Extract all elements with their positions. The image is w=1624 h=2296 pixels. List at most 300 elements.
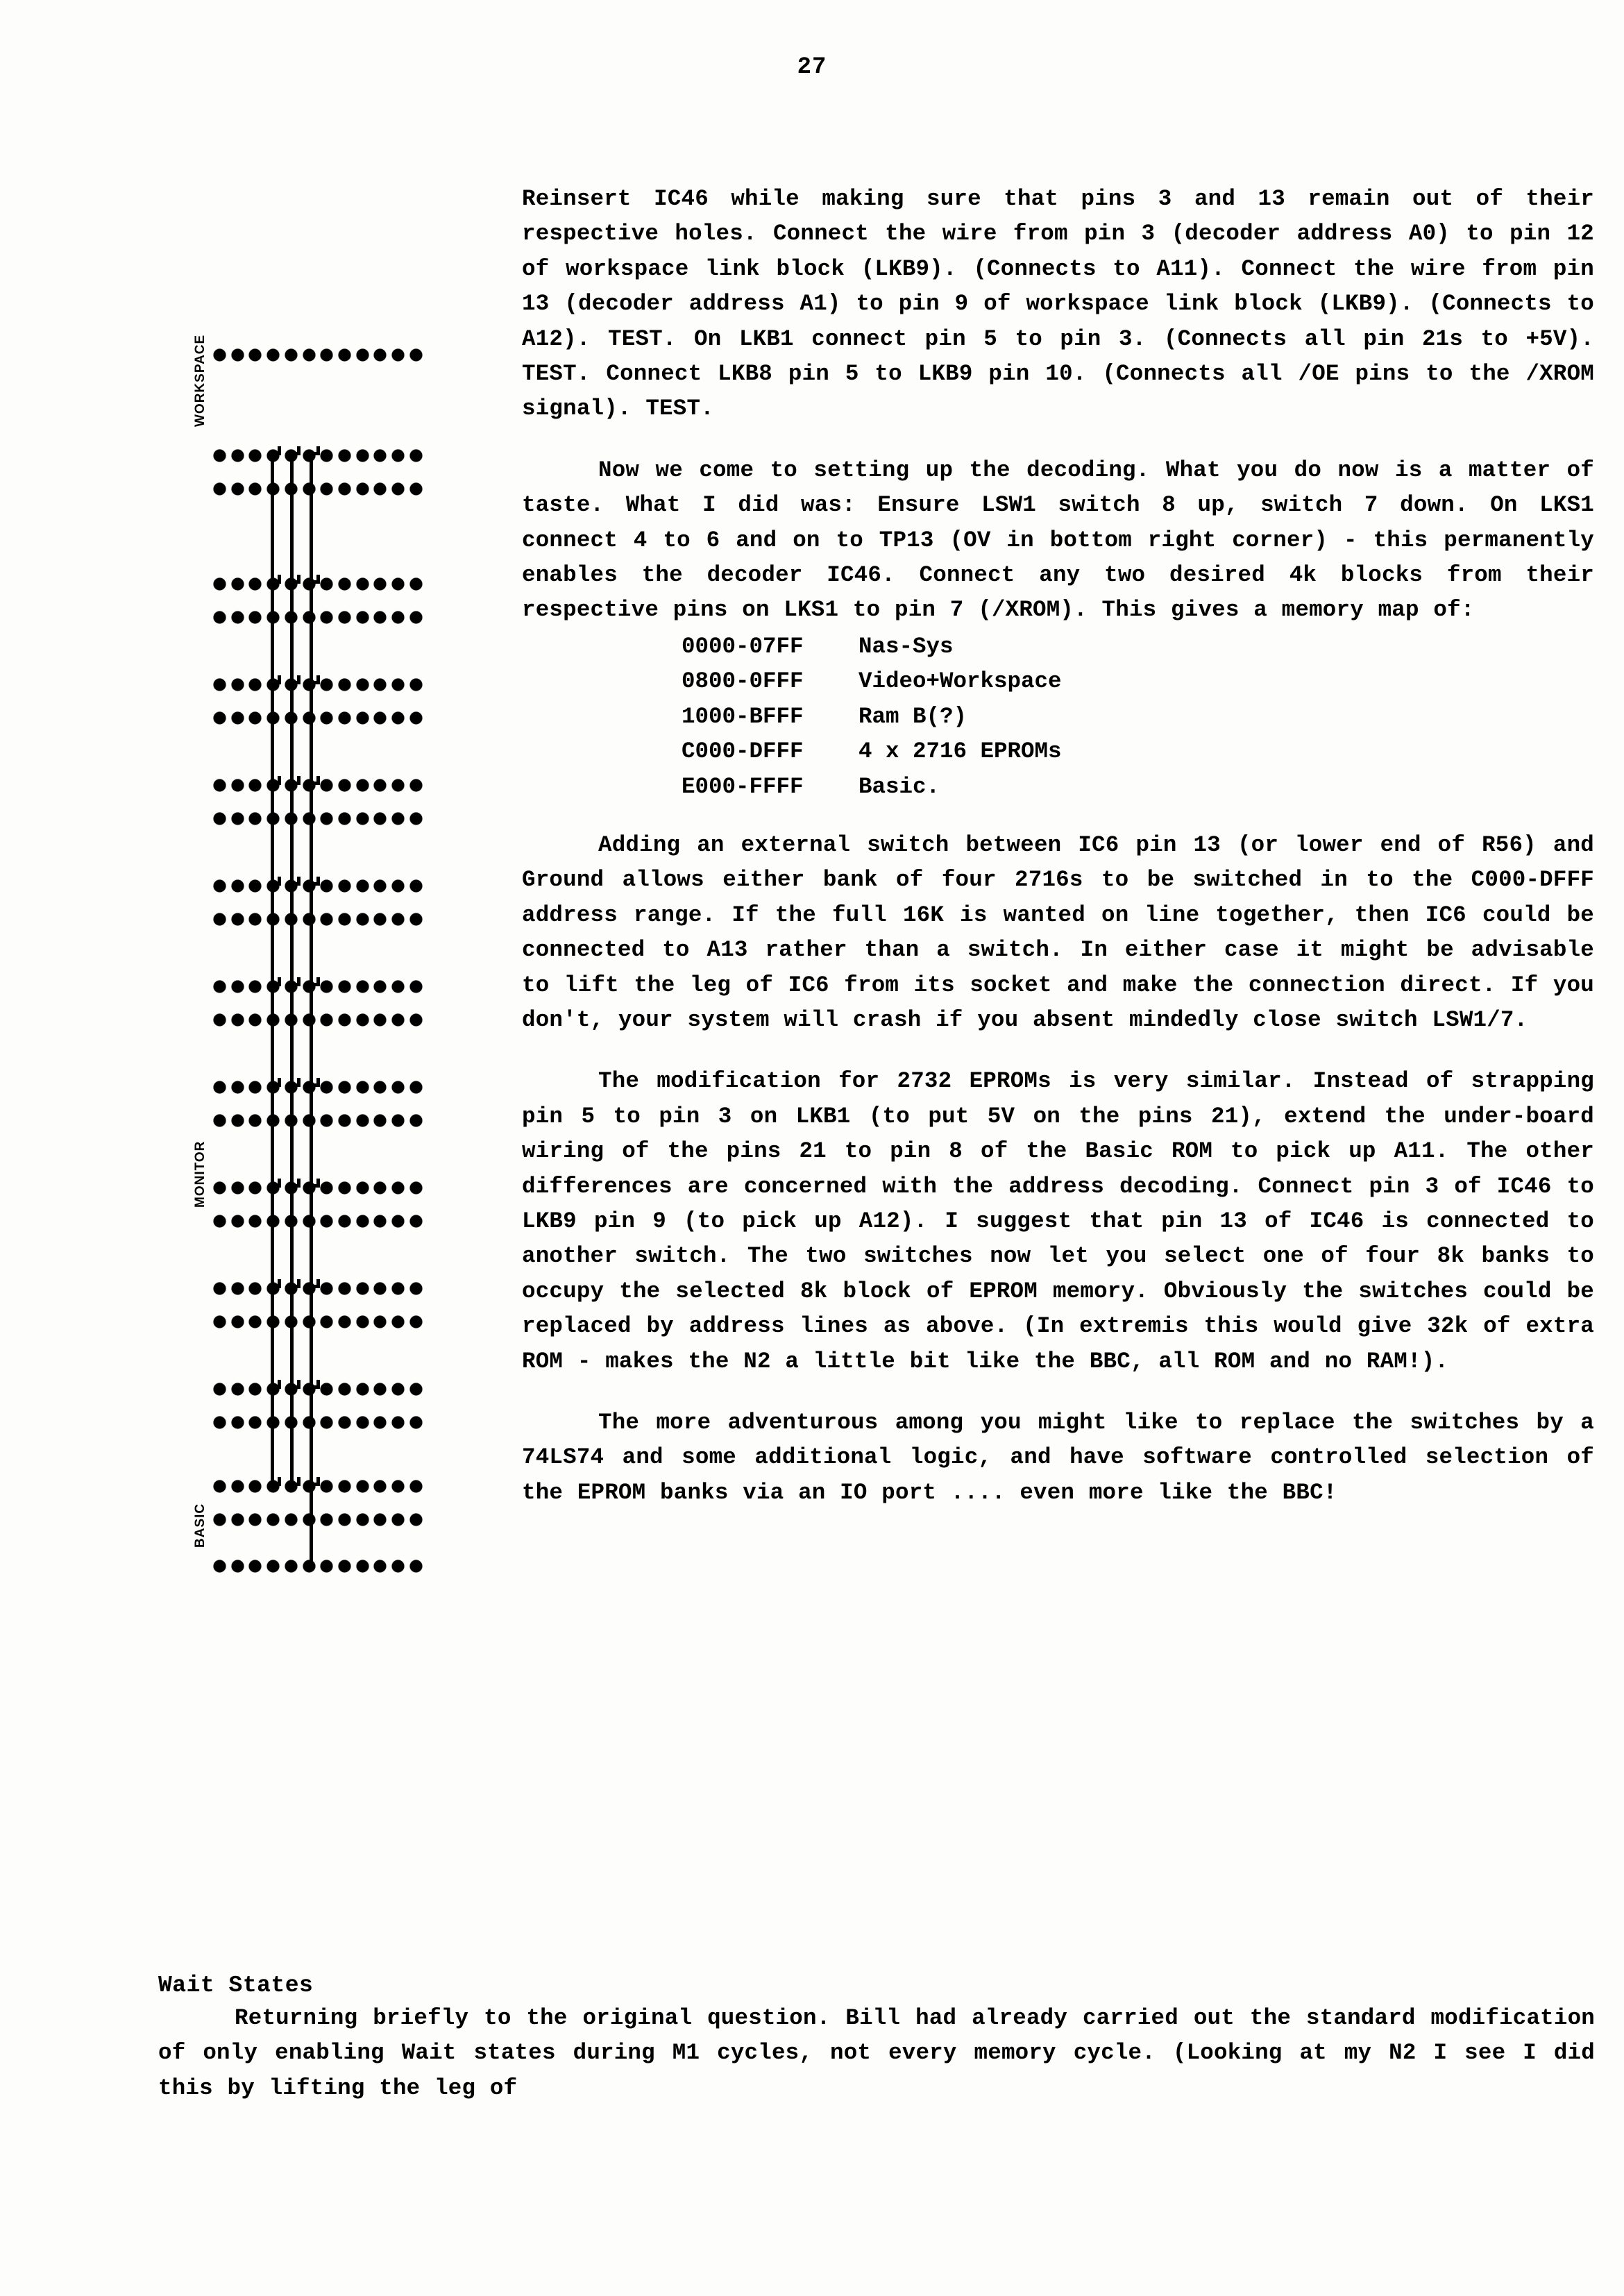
socket-pin [267, 349, 279, 361]
memory-map-description: Video+Workspace [858, 668, 1062, 695]
bus-wire-1 [271, 453, 274, 1487]
socket-pin [357, 1560, 369, 1572]
socket-pin [339, 1316, 350, 1328]
chip-label-monitor: MONITOR [193, 1140, 208, 1208]
socket-pin [410, 712, 422, 724]
socket-pin [214, 1283, 226, 1294]
paragraph-decoding-setup: Now we come to setting up the decoding. What you do now is a matter of taste. What I did was: Ensure LSW1 switch 8 up, switch 7 down. On LKS1 connect 4 to 6 and on to TP13 (OV in bottom right corner) - this permanently enables the decoder IC46. Connect any two desired 4k blocks from their respective pins on LKS1 to pin 7 (/XROM). This gives a memory map of: [522, 457, 1594, 623]
wire-pad-stub [316, 575, 320, 583]
paragraph-2732-modification: The modification for 2732 EPROMs is very similar. Instead of strapping pin 5 to pin 3 on LKB1 (to put 5V on the pins 21), extend the under-board wiring of the pins 21 to pin 8 of the Basic ROM to pick up A11. The other differences are concerned with the address decoding. Connect pin 3 of IC46 to LKB9 pin 9 (to pick up A12). I suggest that pin 13 of IC46 is connected to another switch. The two switches now let you select one of four 8k banks to occupy the selected 8k block of EPROM memory. Obviously the switches could be replaced by address lines as above. (In extremis this would give 32k of extra ROM - makes the N2 a little bit like the BBC, all ROM and no RAM!). [522, 1068, 1594, 1374]
socket-pin [392, 1014, 404, 1026]
socket-pin [357, 779, 369, 791]
socket-pin [249, 611, 261, 623]
socket-pin [249, 1480, 261, 1492]
socket-pin [232, 1316, 244, 1328]
socket-pin [392, 611, 404, 623]
socket-pin [249, 1215, 261, 1227]
wire-pad-stub [316, 1078, 320, 1086]
socket-pin [321, 1215, 332, 1227]
socket-pin [267, 1514, 279, 1526]
socket-pin [374, 1081, 386, 1093]
socket-pin [339, 1560, 350, 1572]
socket-pin [249, 679, 261, 691]
socket-pin [339, 712, 350, 724]
memory-map-range: C000-DFFF [682, 738, 804, 765]
wire-pad-stub [316, 1179, 320, 1187]
socket-pin [249, 578, 261, 590]
socket-pin [214, 679, 226, 691]
socket-pin [303, 349, 315, 361]
memory-map-range: E000-FFFF [682, 773, 804, 800]
socket-pin [357, 1480, 369, 1492]
wire-pad-stub [278, 776, 281, 784]
memory-map-description: 4 x 2716 EPROMs [858, 738, 1062, 765]
socket-pin [232, 1417, 244, 1428]
memory-map-table [522, 630, 1594, 804]
socket-pin [214, 1480, 226, 1492]
socket-pin [392, 1081, 404, 1093]
socket-pin [339, 1115, 350, 1126]
socket-pin [339, 450, 350, 462]
socket-pin [410, 1182, 422, 1194]
socket-pin [410, 1514, 422, 1526]
socket-pin [214, 1081, 226, 1093]
socket-pin [232, 1480, 244, 1492]
wire-pad-stub [297, 1078, 301, 1086]
socket-pin [357, 1316, 369, 1328]
socket-pin [321, 1560, 332, 1572]
socket-pin [214, 813, 226, 825]
memory-map-range: 0000-07FF [682, 633, 804, 659]
socket-pin [374, 880, 386, 892]
wait-states-heading: Wait States [158, 1973, 314, 1998]
socket-pin [285, 1560, 297, 1572]
socket-pin [357, 1417, 369, 1428]
socket-pin [339, 1480, 350, 1492]
socket-pin-row [214, 347, 422, 362]
wire-pad-stub [316, 675, 320, 684]
socket-pin [214, 712, 226, 724]
socket-pin [321, 981, 332, 993]
socket-pin [232, 578, 244, 590]
socket-pin [232, 981, 244, 993]
socket-pin [285, 349, 297, 361]
socket-pin [357, 483, 369, 495]
socket-pin [321, 712, 332, 724]
socket-pin [249, 1514, 261, 1526]
socket-pin [321, 913, 332, 925]
socket-pin [357, 1115, 369, 1126]
socket-pin [339, 1383, 350, 1395]
socket-pin [392, 1215, 404, 1227]
socket-pin [410, 779, 422, 791]
socket-pin [410, 679, 422, 691]
socket-pin [410, 450, 422, 462]
socket-pin [214, 1115, 226, 1126]
socket-pin [374, 1014, 386, 1026]
socket-pin [214, 779, 226, 791]
socket-pin-row [214, 710, 422, 725]
wire-pad-stub [297, 776, 301, 784]
socket-pin [339, 779, 350, 791]
socket-pin [321, 450, 332, 462]
socket-pin [232, 1514, 244, 1526]
socket-pin-row [214, 481, 422, 496]
wire-pad-stub [297, 1477, 301, 1485]
socket-pin [357, 611, 369, 623]
socket-pin [321, 1081, 332, 1093]
socket-pin [214, 611, 226, 623]
socket-pin-row [214, 811, 422, 826]
wire-pad-stub [316, 977, 320, 986]
socket-pin [392, 450, 404, 462]
bus-wire-3 [310, 453, 313, 1569]
socket-pin [214, 1215, 226, 1227]
socket-pin [357, 813, 369, 825]
memory-map-row [682, 770, 1594, 804]
socket-pin [374, 1215, 386, 1227]
memory-map-description: Ram B(?) [858, 703, 967, 729]
socket-pin [392, 779, 404, 791]
socket-pin [249, 712, 261, 724]
socket-pin [392, 679, 404, 691]
socket-pin [214, 880, 226, 892]
socket-pin [249, 981, 261, 993]
socket-pin [214, 913, 226, 925]
socket-pin [374, 813, 386, 825]
socket-pin [392, 1383, 404, 1395]
wire-pad-stub [316, 877, 320, 885]
socket-pin [249, 779, 261, 791]
socket-pin [339, 578, 350, 590]
socket-pin [357, 913, 369, 925]
socket-pin [339, 1417, 350, 1428]
socket-pin [392, 880, 404, 892]
socket-pin [249, 913, 261, 925]
memory-map-row [682, 630, 1594, 664]
socket-pin [321, 483, 332, 495]
socket-pin [410, 880, 422, 892]
socket-pin [374, 981, 386, 993]
socket-pin [232, 1383, 244, 1395]
socket-pin [321, 1283, 332, 1294]
socket-pin [249, 483, 261, 495]
socket-pin [374, 712, 386, 724]
socket-pin [339, 913, 350, 925]
socket-pin [392, 1560, 404, 1572]
socket-pin [374, 679, 386, 691]
socket-pin [392, 813, 404, 825]
socket-pin [339, 349, 350, 361]
socket-pin [321, 779, 332, 791]
socket-pin-row [214, 1415, 422, 1430]
socket-pin [232, 1215, 244, 1227]
socket-pin [374, 1560, 386, 1572]
socket-pin [357, 880, 369, 892]
socket-pin [392, 1480, 404, 1492]
socket-pin [232, 779, 244, 791]
socket-pin-row [214, 1213, 422, 1229]
socket-pin [232, 483, 244, 495]
socket-pin [249, 880, 261, 892]
socket-pin [374, 483, 386, 495]
socket-pin [232, 813, 244, 825]
socket-pin [214, 1316, 226, 1328]
socket-pin-row [214, 1012, 422, 1027]
wire-pad-stub [316, 1477, 320, 1485]
socket-pin [410, 1316, 422, 1328]
socket-pin [232, 450, 244, 462]
socket-pin [410, 1215, 422, 1227]
socket-pin [392, 913, 404, 925]
socket-pin [374, 1182, 386, 1194]
socket-pin [232, 679, 244, 691]
memory-map-range: 1000-BFFF [682, 703, 804, 729]
socket-pin [392, 712, 404, 724]
socket-pin [339, 1081, 350, 1093]
socket-pin [214, 1182, 226, 1194]
socket-pin [321, 1115, 332, 1126]
socket-pin [232, 1014, 244, 1026]
socket-pin [214, 1383, 226, 1395]
ic-socket-wiring-diagram [174, 298, 465, 1964]
socket-pin [321, 1182, 332, 1194]
socket-pin [410, 1014, 422, 1026]
socket-pin [267, 1560, 279, 1572]
socket-pin [410, 1480, 422, 1492]
memory-map-row [682, 734, 1594, 769]
socket-pin [249, 1283, 261, 1294]
socket-pin [232, 712, 244, 724]
socket-pin [249, 1081, 261, 1093]
socket-pin [232, 1115, 244, 1126]
wire-pad-stub [297, 575, 301, 583]
socket-pin [321, 1316, 332, 1328]
socket-pin [357, 1383, 369, 1395]
socket-pin [321, 813, 332, 825]
socket-pin-row [214, 609, 422, 625]
socket-pin [357, 450, 369, 462]
page-number: 27 [797, 54, 827, 81]
socket-pin [339, 679, 350, 691]
socket-pin [339, 1182, 350, 1194]
socket-pin [249, 349, 261, 361]
socket-pin [232, 1182, 244, 1194]
socket-pin [232, 611, 244, 623]
paragraph-reinsert-ic46: Reinsert IC46 while making sure that pins 3 and 13 remain out of their respective holes. Connect the wire from pin 3 (decoder address A0) to pin 12 of workspace link block (LKB9). (Connects to A11). Connect the wire from pin 13 (decoder address A1) to pin 9 of workspace link block (LKB9). (Connects to A12). TEST. On LKB1 connect pin 5 to pin 3. (Connects all pin 21s to +5V). TEST. Connect LKB8 pin 5 to LKB9 pin 10. (Connects all /OE pins to the /XROM signal). TEST. [522, 186, 1594, 422]
wire-pad-stub [278, 1078, 281, 1086]
socket-pin [357, 1182, 369, 1194]
socket-pin [357, 349, 369, 361]
socket-pin [249, 1115, 261, 1126]
socket-pin [214, 1417, 226, 1428]
socket-pin [392, 483, 404, 495]
socket-pin [321, 1383, 332, 1395]
socket-pin [214, 1014, 226, 1026]
socket-pin [374, 578, 386, 590]
socket-pin [339, 483, 350, 495]
socket-pin [249, 450, 261, 462]
socket-pin [392, 1115, 404, 1126]
wire-pad-stub [316, 776, 320, 784]
socket-pin [410, 1383, 422, 1395]
socket-pin [321, 1014, 332, 1026]
socket-pin [392, 349, 404, 361]
socket-pin [321, 611, 332, 623]
socket-pin [392, 1283, 404, 1294]
socket-pin [285, 1514, 297, 1526]
socket-pin [410, 813, 422, 825]
socket-pin [232, 913, 244, 925]
socket-pin [374, 1316, 386, 1328]
socket-pin [410, 1115, 422, 1126]
socket-pin [214, 578, 226, 590]
wait-states-section [158, 1973, 1595, 2106]
socket-pin [374, 611, 386, 623]
socket-pin [392, 1514, 404, 1526]
socket-pin [339, 1014, 350, 1026]
socket-pin [249, 1182, 261, 1194]
memory-map-row [682, 664, 1594, 699]
socket-pin [321, 1417, 332, 1428]
socket-pin [321, 880, 332, 892]
socket-pin [214, 981, 226, 993]
socket-pin [374, 349, 386, 361]
bus-wire-2 [290, 453, 294, 1487]
wire-pad-stub [278, 1179, 281, 1187]
paragraph-74ls74-suggestion: The more adventurous among you might like to replace the switches by a 74LS74 and some additional logic, and have software controlled selection of the EPROM banks via an IO port .... even more like the BBC! [522, 1410, 1594, 1505]
paragraph-external-switch: Adding an external switch between IC6 pin 13 (or lower end of R56) and Ground allows either bank of four 2716s to be switched in to the C000-DFFF address range. If the full 16K is wanted on line together, then IC6 could be connected to A13 rather than a switch. In either case it might be advisable to lift the leg of IC6 from its socket and make the connection direct. If you don't, your system will crash if you absent mindedly close switch LSW1/7. [522, 832, 1594, 1033]
socket-pin [214, 450, 226, 462]
socket-pin [357, 1514, 369, 1526]
socket-pin [321, 578, 332, 590]
socket-pin [392, 1182, 404, 1194]
paragraph-wait-states: Returning briefly to the original question. Bill had already carried out the standard modification of only enabling Wait states during M1 cycles, not every memory cycle. (Looking at my N2 I see I did this by lifting the leg of [158, 2005, 1595, 2101]
socket-pin [392, 981, 404, 993]
wire-pad-stub [278, 1380, 281, 1388]
chip-label-workspace: WORKSPACE [193, 334, 208, 427]
socket-pin [374, 1283, 386, 1294]
socket-pin [249, 1316, 261, 1328]
socket-pin [410, 1081, 422, 1093]
socket-pin [339, 1283, 350, 1294]
socket-pin [357, 679, 369, 691]
chip-label-basic: BASIC [193, 1503, 208, 1548]
wire-pad-stub [278, 1279, 281, 1288]
wire-pad-stub [278, 575, 281, 583]
socket-pin [410, 349, 422, 361]
socket-pin-row [214, 1113, 422, 1128]
socket-pin [339, 611, 350, 623]
socket-pin [339, 813, 350, 825]
wire-pad-stub [297, 877, 301, 885]
socket-pin [232, 880, 244, 892]
wire-pad-stub [278, 977, 281, 986]
socket-pin [339, 1215, 350, 1227]
wire-pad-stub [278, 675, 281, 684]
socket-pin [357, 1014, 369, 1026]
socket-pin [321, 1514, 332, 1526]
wire-pad-stub [297, 446, 301, 455]
socket-pin [374, 1514, 386, 1526]
socket-pin [232, 1283, 244, 1294]
socket-pin [357, 1283, 369, 1294]
socket-pin [410, 1283, 422, 1294]
wire-pad-stub [297, 1179, 301, 1187]
socket-pin [357, 712, 369, 724]
socket-pin [214, 1560, 226, 1572]
socket-pin [392, 1316, 404, 1328]
socket-pin [249, 1014, 261, 1026]
socket-pin [392, 1417, 404, 1428]
socket-pin [357, 1215, 369, 1227]
socket-pin [232, 1560, 244, 1572]
socket-pin [374, 779, 386, 791]
wire-pad-stub [297, 977, 301, 986]
socket-pin [321, 679, 332, 691]
socket-pin [374, 450, 386, 462]
socket-pin [321, 1480, 332, 1492]
socket-pin [249, 1417, 261, 1428]
memory-map-range: 0800-0FFF [682, 668, 804, 695]
socket-pin [232, 349, 244, 361]
socket-pin [249, 1560, 261, 1572]
wire-pad-stub [278, 1477, 281, 1485]
socket-pin [410, 913, 422, 925]
socket-pin [339, 880, 350, 892]
wire-pad-stub [278, 877, 281, 885]
socket-pin [374, 1115, 386, 1126]
socket-pin-row [214, 1512, 422, 1527]
wire-pad-stub [316, 1380, 320, 1388]
main-text-column [522, 182, 1594, 1537]
wire-pad-stub [297, 1279, 301, 1288]
socket-pin [410, 1560, 422, 1572]
socket-pin [214, 483, 226, 495]
socket-pin [214, 1514, 226, 1526]
socket-pin [339, 981, 350, 993]
wire-pad-stub [278, 446, 281, 455]
socket-pin [410, 578, 422, 590]
socket-pin-row [214, 911, 422, 927]
memory-map-row [682, 700, 1594, 734]
socket-pin [249, 1383, 261, 1395]
wire-pad-stub [316, 1279, 320, 1288]
socket-pin [392, 578, 404, 590]
socket-pin [321, 349, 332, 361]
wire-pad-stub [297, 675, 301, 684]
socket-pin [214, 349, 226, 361]
socket-pin [232, 1081, 244, 1093]
wire-pad-stub [297, 1380, 301, 1388]
memory-map-description: Basic. [858, 773, 940, 800]
socket-pin-row [214, 1558, 422, 1573]
socket-pin [374, 1383, 386, 1395]
wire-pad-stub [316, 446, 320, 455]
socket-pin [357, 981, 369, 993]
socket-pin-row [214, 1314, 422, 1329]
socket-pin [410, 1417, 422, 1428]
socket-pin [357, 1081, 369, 1093]
socket-pin [339, 1514, 350, 1526]
socket-pin [410, 981, 422, 993]
socket-pin [374, 1417, 386, 1428]
socket-pin [410, 483, 422, 495]
socket-pin [374, 913, 386, 925]
socket-pin [249, 813, 261, 825]
socket-pin [357, 578, 369, 590]
socket-pin [374, 1480, 386, 1492]
